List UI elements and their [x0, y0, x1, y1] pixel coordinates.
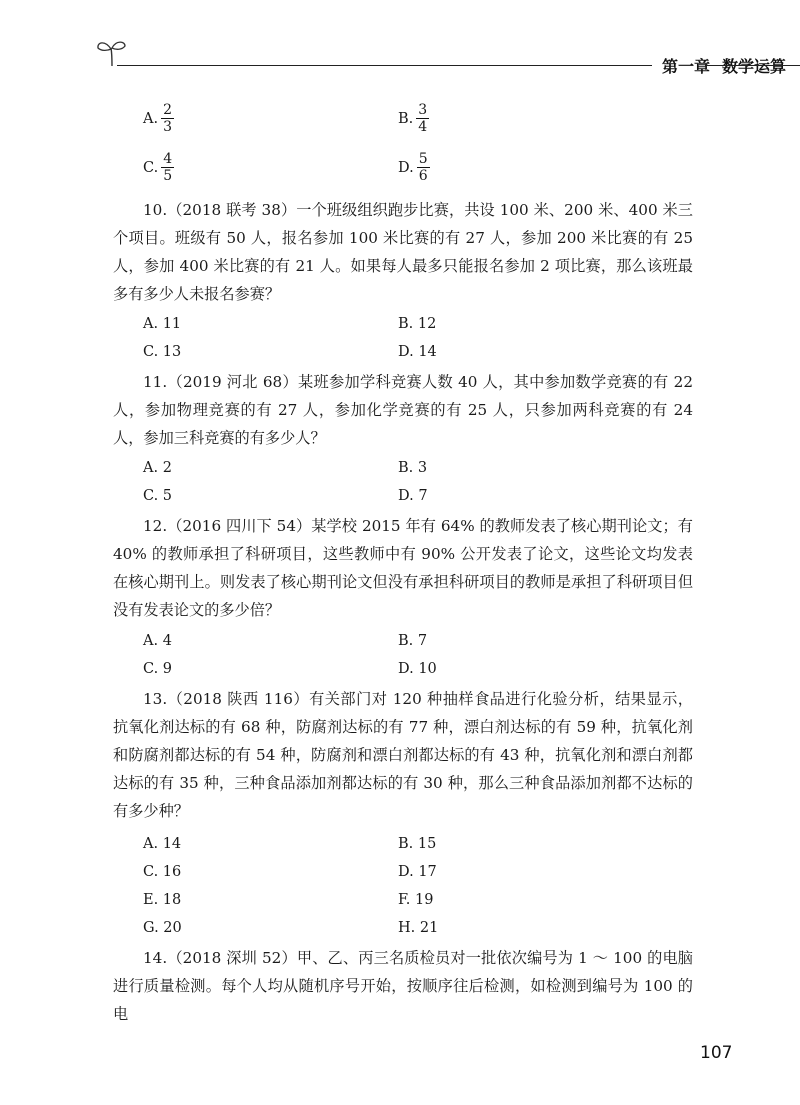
q12-option-b: B. 7	[398, 633, 428, 649]
question-11-text: 11.（2019 河北 68）某班参加学科竞赛人数 40 人，其中参加数学竞赛的有 22 人，参加物理竞赛的有 27 人，参加化学竞赛的有 25 人，只参加两科竞赛的有 24 人，参加三科竞赛的有多少人？	[113, 373, 693, 447]
q12-option-a: A. 4	[143, 633, 172, 649]
q10-option-d: D. 14	[398, 344, 437, 360]
page-number: 107	[700, 1043, 733, 1063]
q13-option-b: B. 15	[398, 836, 437, 852]
q11-option-c: C. 5	[143, 488, 173, 504]
q12-option-d: D. 10	[398, 661, 437, 677]
q10-option-b: B. 12	[398, 316, 437, 332]
q9-option-c: C. 4 5	[143, 151, 173, 184]
q9-option-b: B. 3 4	[398, 102, 428, 135]
q13-option-f: F. 19	[398, 892, 434, 908]
q11-option-a: A. 2	[143, 460, 172, 476]
q13-option-c: C. 16	[143, 864, 182, 880]
question-10-text: 10.（2018 联考 38）一个班级组织跑步比赛，共设 100 米、200 米、400 米三个项目。班级有 50 人，报名参加 100 米比赛的有 27 人，参加 200 米比赛的有 25 人，参加 400 米比赛的有 21 人。如果每人最多只能报名参加 2 项比赛，那么该班最多有多少人未报名参赛？	[113, 201, 693, 303]
question-14-text: 14.（2018 深圳 52）甲、乙、丙三名质检员对一批依次编号为 1 ～ 100 的电脑进行质量检测。每个人均从随机序号开始，按顺序往后检测，如检测到编号为 100 的电	[113, 949, 693, 1023]
q11-option-b: B. 3	[398, 460, 428, 476]
q13-option-g: G. 20	[143, 920, 182, 936]
chapter-label: 第一章	[662, 57, 711, 76]
question-12-text: 12.（2016 四川下 54）某学校 2015 年有 64% 的教师发表了核心期刊论文；有 40% 的教师承担了科研项目，这些教师中有 90% 公开发表了论文，这些论文均发表在核心期刊上。则发表了核心期刊论文但没有承担科研项目的教师是承担了科研项目但没有发表论文的多少倍？	[113, 517, 693, 619]
header-rule-left	[117, 65, 652, 66]
q11-option-d: D. 7	[398, 488, 428, 504]
q10-option-c: C. 13	[143, 344, 182, 360]
q12-option-c: C. 9	[143, 661, 173, 677]
q9-option-a: A. 2 3	[143, 102, 173, 135]
page-header	[95, 36, 787, 76]
q13-option-h: H. 21	[398, 920, 439, 936]
q13-option-e: E. 18	[143, 892, 182, 908]
q13-option-d: D. 17	[398, 864, 437, 880]
question-13-text: 13.（2018 陕西 116）有关部门对 120 种抽样食品进行化验分析，结果显示，抗氧化剂达标的有 68 种，防腐剂达标的有 77 种，漂白剂达标的有 59 种，抗氧化剂和防腐剂都达标的有 54 种，防腐剂和漂白剂都达标的有 43 种，抗氧化剂和漂白剂都达标的有 35 种，三种食品添加剂都达标的有 30 种，那么三种食品添加剂都不达标的有多少种？	[113, 690, 693, 820]
q13-option-a: A. 14	[143, 836, 182, 852]
header-rule-right	[705, 65, 800, 66]
chapter-title: 数学运算	[722, 57, 787, 76]
q10-option-a: A. 11	[143, 316, 182, 332]
q9-option-d: D. 5 6	[398, 151, 428, 184]
